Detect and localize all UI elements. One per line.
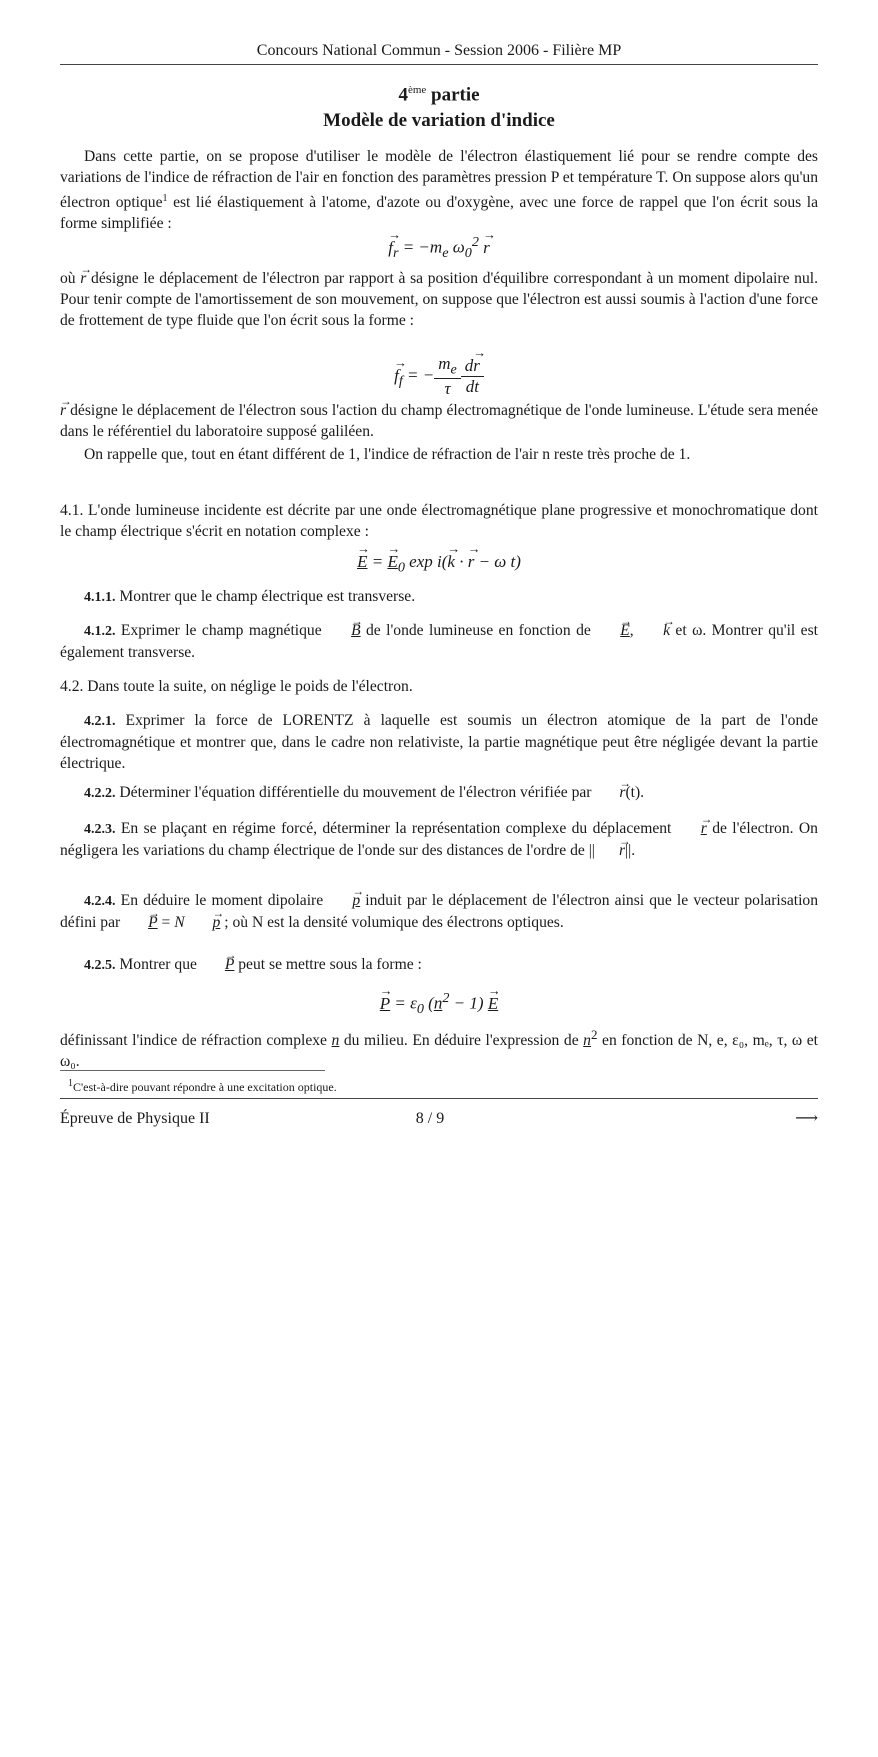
question-4-1-text: L'onde lumineuse incidente est décrite par une onde électromagnétique plane progressive et monochromatique dont le champ électrique s'écrit en notation complexe : (60, 502, 818, 540)
question-4-2-3-end: ||. (625, 842, 636, 859)
footer-rule (60, 1098, 818, 1099)
question-4-1-1 (60, 586, 818, 608)
question-4-1-2: 4.1.2. Exprimer le champ magnétique → B de l'onde lumineuse en fonction de → E, → k et ω. Montrer qu'il est également transverse. (60, 620, 818, 663)
intro-paragraph-4: On rappelle que, tout en étant différent de 1, l'indice de réfraction de l'air n reste très proche de 1. (84, 446, 691, 463)
footer-exam-name: Épreuve de Physique II (60, 1110, 210, 1127)
part-suffix: ème (407, 84, 427, 96)
equation-polarization: → $P = \varepsilon_0$ $(n^2 - 1) \to E$ (0, 990, 878, 1018)
question-4-2-5-text-b: peut se mettre sous la forme : (234, 956, 422, 973)
question-4-2-1-text: Exprimer la force de LORENTZ à laquelle est soumis un électron atomique de la part de l'onde électromagnétique et montrer que, dans le cadre non relativiste, la partie magnétique peut être négligée devant la partie électrique. (60, 712, 818, 772)
question-4-2-4-number: 4.2.4. (84, 894, 116, 909)
intro-p2-lead: où (60, 270, 81, 287)
question-4-1-1-text: Montrer que le champ électrique est transverse. (119, 588, 416, 605)
question-4-1 (60, 500, 818, 542)
question-4-2-4-text-a: En déduire le moment dipolaire (120, 892, 329, 909)
question-4-1-2-text-a: Exprimer le champ magnétique (120, 622, 328, 639)
intro-paragraph-3: → r désigne le déplacement de l'électron sous l'action du champ électromagnétique de l'onde lumineuse. L'étude sera menée dans le référentiel du laboratoire supposé galiléen. (60, 400, 818, 442)
question-4-2-5-number: 4.2.5. (84, 958, 116, 973)
question-4-2-2-number: 4.2.2. (84, 786, 116, 801)
question-4-2-2-end: (t). (625, 784, 645, 801)
question-4-2-3: 4.2.3. En se plaçant en régime forcé, déterminer la représentation complexe du déplacement → r de l'électron. On négligera les variations du champ électrique de l'onde sur des distances de l'ordre de ||→ r||. (60, 818, 818, 861)
next-page-arrow-icon: ⟶ (795, 1110, 818, 1127)
footnote-rule (60, 1070, 325, 1071)
part-word: partie (431, 84, 480, 106)
equation-restoring-force: → $f_r = -m_e$ $\omega_0^2 \to r$ (0, 234, 878, 262)
question-4-1-2-text-c: et ω. Montrer qu'il est également transverse. (60, 622, 819, 661)
question-4-2-3-text-b: de l'électron. On négligera les variations du champ électrique de l'onde sur des distances de l'ordre de || (60, 820, 818, 859)
question-4-2-5-continued: définissant l'indice de réfraction complexe n du milieu. En déduire l'expression de $n^2$ en fonction de N, e, ε₀, mₑ, τ, ω et ω₀. (60, 1027, 818, 1071)
question-4-2-5: 4.2.5. Montrer que → P peut se mettre sous la forme : (60, 954, 818, 976)
question-4-2-4-text-b: induit par le déplacement de l'électron ainsi que le vecteur polarisation défini par (60, 892, 819, 931)
running-header: Concours National Commun - Session 2006 - Filière MP (256, 42, 622, 59)
footnote (68, 1078, 337, 1095)
question-4-2-2: 4.2.2. Déterminer l'équation différentielle du mouvement de l'électron vérifiée par → r(t). (60, 782, 818, 804)
question-4-1-2-number: 4.1.2. (84, 624, 116, 639)
question-4-2-1 (60, 710, 818, 774)
footer-page-number: 8 / 9 (415, 1110, 445, 1127)
question-4-1-2-text-b: de l'onde lumineuse en fonction de (360, 622, 597, 639)
question-4-2-1-number: 4.2.1. (84, 714, 116, 729)
question-4-2-3-number: 4.2.3. (84, 822, 116, 837)
question-4-2-text: Dans toute la suite, on néglige le poids de l'électron. (87, 678, 413, 695)
intro-paragraph-1 (60, 146, 818, 234)
part-heading (0, 84, 878, 106)
question-4-2-5-text-a: Montrer que (119, 956, 201, 973)
question-4-1-1-number: 4.1.1. (84, 590, 116, 605)
footnote-ref: 1 (162, 193, 168, 204)
intro-p2-text: désigne le déplacement de l'électron par rapport à sa position d'équilibre correspondant à un moment dipolaire nul. Pour tenir compte de l'amortissement de son mouvement, on suppose que l'électron est aussi soumis à l'action d'une force de frottement de type fluide que l'on écrit sous la forme : (60, 270, 818, 329)
question-4-1-number: 4.1. (60, 502, 84, 519)
footnote-text: C'est-à-dire pouvant répondre à une excitation optique. (73, 1080, 337, 1094)
part-number: 4 (398, 84, 408, 106)
section-title: Modèle de variation d'indice (323, 110, 555, 131)
question-4-2-5-after-a: définissant l'indice de réfraction complexe (60, 1032, 332, 1050)
intro-p3-text: désigne le déplacement de l'électron sous l'action du champ électromagnétique de l'onde lumineuse. L'étude sera menée dans le référentiel du laboratoire supposé galiléen. (60, 402, 818, 440)
question-4-2 (60, 676, 818, 697)
header-rule (60, 64, 818, 65)
equation-friction-force: → $f_f$ = − $\frac{m_e}{\tau}$ $\frac{d\to r}{dt}$ (0, 354, 878, 399)
question-4-2-2-text: Déterminer l'équation différentielle du mouvement de l'électron vérifiée par (119, 784, 596, 801)
question-4-2-4: 4.2.4. En déduire le moment dipolaire → p induit par le déplacement de l'électron ainsi que le vecteur polarisation défini par → P = N → p ; où N est la densité volumique des électrons optiques. (60, 890, 818, 933)
question-4-2-4-text-c: ; où N est la densité volumique des électrons optiques. (220, 914, 564, 931)
footnote-mark: 1 (68, 1078, 73, 1089)
intro-p1-text: Dans cette partie, on se propose d'utiliser le modèle de l'électron élastiquement lié pour se rendre compte des variations de l'indice de réfraction de l'air en fonction des paramètres pression P et température T. On suppose alors qu'un électron optique (60, 148, 818, 212)
question-4-2-5-after-c: en fonction de N, e, ε₀, mₑ, τ, ω et ω₀. (60, 1032, 818, 1071)
question-4-2-3-text: En se plaçant en régime forcé, déterminer la représentation complexe du déplacement (120, 820, 677, 837)
intro-paragraph-2: où → r désigne le déplacement de l'électron par rapport à sa position d'équilibre correspondant à un moment dipolaire nul. Pour tenir compte de l'amortissement de son mouvement, on suppose que l'électron est aussi soumis à l'action d'une force de frottement de type fluide que l'on écrit sous la forme : (60, 268, 818, 331)
question-4-2-number: 4.2. (60, 678, 84, 695)
question-4-2-5-after-b: du milieu. En déduire l'expression de (339, 1032, 584, 1050)
equation-electric-field: → E = → $E_0$ exp i(→ k · → r − ω t) (0, 552, 878, 576)
intro-p1-end: est lié élastiquement à l'atome, d'azote ou d'oxygène, avec une force de rappel que l'on écrit sous la forme simplifiée : (60, 194, 818, 233)
